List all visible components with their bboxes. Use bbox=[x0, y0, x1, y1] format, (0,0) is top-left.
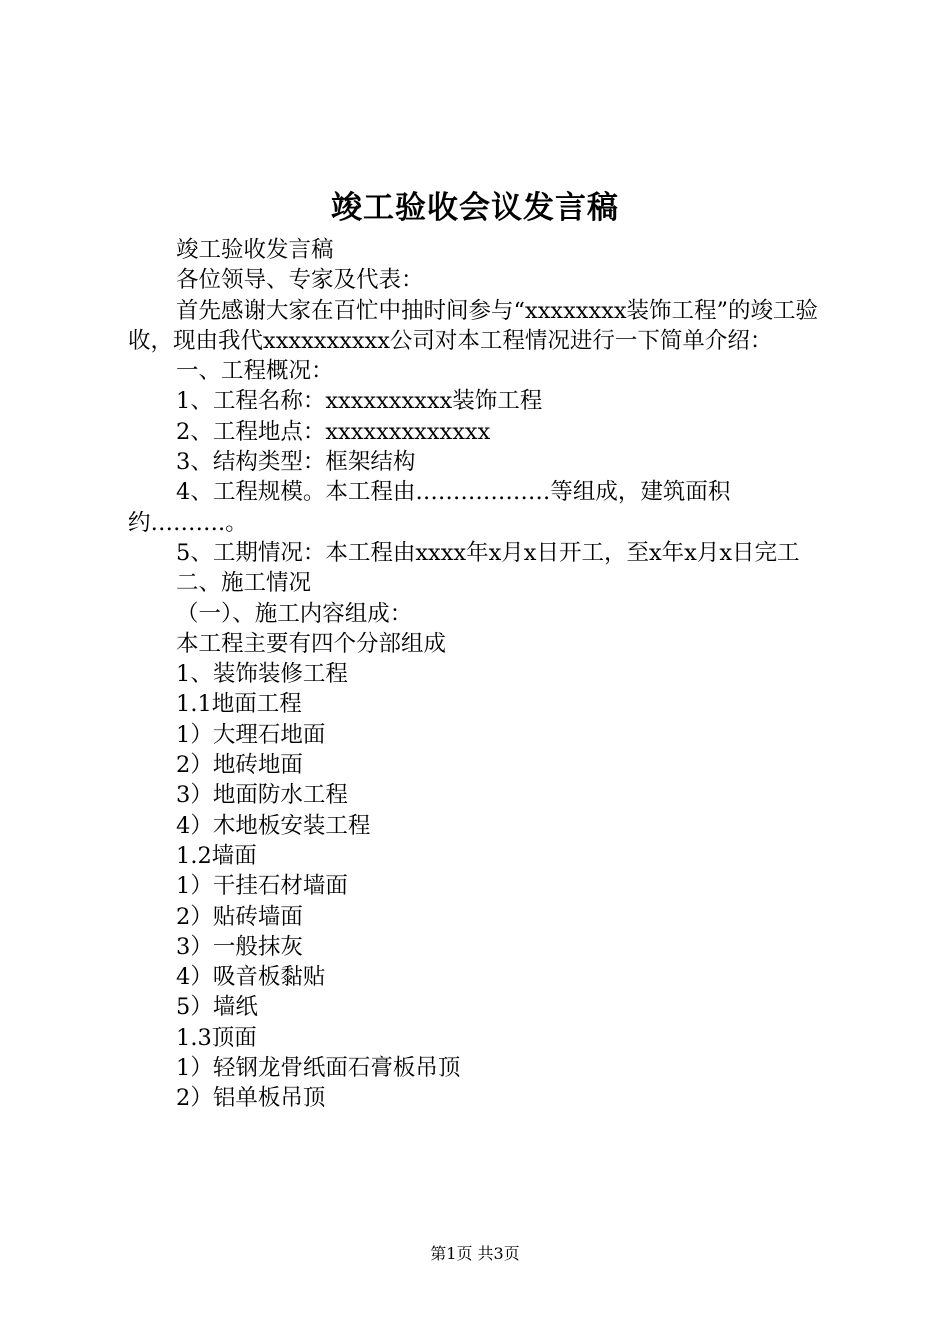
list-item: 本工程主要有四个分部组成 bbox=[176, 630, 447, 657]
list-item: 1、装饰装修工程 bbox=[176, 661, 348, 688]
list-item: 4）吸音板黏贴 bbox=[176, 964, 326, 991]
list-item: 3）地面防水工程 bbox=[176, 782, 348, 809]
document-title: 竣工验收会议发言稿 bbox=[331, 190, 619, 226]
list-item: 2）贴砖墙面 bbox=[176, 903, 303, 930]
overview-project-scale: 4、工程规模。本工程由………………等组成，建筑面积约……….。 bbox=[128, 479, 731, 536]
overview-project-location: 2、工程地点：xxxxxxxxxxxxx bbox=[176, 418, 491, 445]
overview-schedule: 5、工期情况：本工程由xxxx年x月x日开工，至x年x月x日完工 bbox=[176, 539, 800, 566]
page-footer: 第1页 共3页 bbox=[430, 1244, 520, 1263]
list-item: 1.1地面工程 bbox=[176, 691, 302, 718]
section-overview-heading: 一、工程概况： bbox=[176, 358, 334, 385]
list-item: 2）地砖地面 bbox=[176, 752, 303, 779]
overview-structure-type: 3、结构类型：框架结构 bbox=[176, 449, 416, 476]
document-body bbox=[128, 235, 830, 1114]
list-item: 4）木地板安装工程 bbox=[176, 812, 371, 839]
list-item: 1.2墙面 bbox=[176, 842, 257, 869]
overview-project-name: 1、工程名称：xxxxxxxxxx装饰工程 bbox=[176, 388, 543, 415]
paragraph-salutation: 各位领导、专家及代表： bbox=[176, 267, 424, 294]
section-construction-heading: 二、施工情况 bbox=[176, 570, 312, 597]
paragraph-heading: 竣工验收发言稿 bbox=[176, 237, 334, 263]
list-item: 1）大理石地面 bbox=[176, 721, 326, 748]
list-item: 3）一般抹灰 bbox=[176, 933, 303, 960]
list-item: 1.3顶面 bbox=[176, 1024, 257, 1051]
list-item: 1）轻钢龙骨纸面石膏板吊顶 bbox=[176, 1055, 461, 1082]
list-item: 5）墙纸 bbox=[176, 994, 258, 1021]
list-item: 1）干挂石材墙面 bbox=[176, 873, 348, 900]
list-item: 2）铝单板吊顶 bbox=[176, 1085, 326, 1112]
paragraph-intro: 首先感谢大家在百忙中抽时间参与“xxxxxxxx装饰工程”的竣工验收，现由我代xxxxxxxxxx公司对本工程情况进行一下简单介绍： bbox=[128, 297, 819, 354]
subsection-content-heading: （一）、施工内容组成： bbox=[176, 600, 413, 627]
